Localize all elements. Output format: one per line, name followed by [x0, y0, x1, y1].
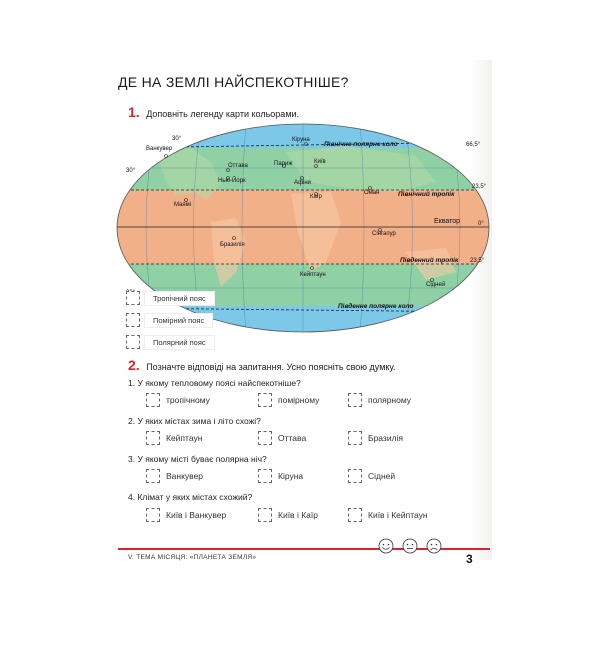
- checkbox[interactable]: [348, 469, 362, 483]
- legend-label: Полярний пояс: [144, 335, 215, 350]
- checkbox[interactable]: [258, 508, 272, 522]
- task-1-text: Доповніть легенду карти кольорами.: [146, 109, 300, 119]
- legend-color-box[interactable]: [126, 335, 140, 349]
- checkbox[interactable]: [348, 431, 362, 445]
- answer-option[interactable]: [348, 393, 411, 407]
- option-label: Ванкувер: [166, 471, 204, 481]
- checkbox[interactable]: [146, 431, 160, 445]
- antarctic-circle-label: Південне полярне коло: [338, 303, 414, 310]
- answer-option[interactable]: [146, 393, 210, 407]
- equator-label: Екватор: [434, 218, 461, 225]
- checkbox[interactable]: [258, 469, 272, 483]
- answer-option[interactable]: [258, 508, 318, 522]
- option-label: Київ і Ванкувер: [166, 510, 227, 520]
- lat-label: 30°: [126, 168, 136, 174]
- task-1-instruction: [128, 104, 299, 120]
- city-kiruna: Кіруна: [292, 137, 310, 143]
- legend-row-temperate: [126, 310, 215, 330]
- arctic-circle-label: Північне полярне коло: [324, 141, 398, 148]
- legend-color-box[interactable]: [126, 313, 140, 327]
- city-new-york: Нью-Йорк: [218, 178, 246, 184]
- answer-option[interactable]: [348, 508, 428, 522]
- degree-label: 66,5°: [466, 142, 481, 148]
- checkbox[interactable]: [258, 393, 272, 407]
- city-miami: Маямі: [174, 202, 192, 208]
- answer-option[interactable]: [258, 393, 319, 407]
- answer-option[interactable]: [146, 469, 203, 483]
- question-3: 3. У якому місті буває полярна ніч?: [128, 454, 267, 464]
- task-2-number: 2.: [128, 357, 140, 373]
- city-paris: Париж: [274, 161, 293, 167]
- legend-label: Помірний пояс: [144, 313, 213, 328]
- option-label: Кіруна: [278, 471, 304, 481]
- legend-label: Тропічний пояс: [144, 291, 215, 306]
- legend-color-box[interactable]: [126, 291, 140, 305]
- checkbox[interactable]: [348, 508, 362, 522]
- answer-option[interactable]: [348, 469, 395, 483]
- question-1: 1. У якому тепловому поясі найспекотніше?: [128, 378, 301, 388]
- neutral-face-icon[interactable]: [402, 538, 418, 554]
- city-athens: Афіни: [294, 180, 312, 186]
- city-singapore: Сінгапур: [372, 231, 396, 237]
- answer-option[interactable]: [348, 431, 403, 445]
- lat-label: 30°: [172, 136, 182, 142]
- task-1-number: 1.: [128, 104, 140, 120]
- city-sydney: Сідней: [426, 282, 446, 288]
- footer-topic: V. ТЕМА МІСЯЦЯ: «ПЛАНЕТА ЗЕМЛЯ»: [128, 554, 257, 561]
- option-label: Київ і Кейптаун: [368, 510, 428, 520]
- map-legend: [126, 288, 215, 354]
- task-2-text: Позначте відповіді на запитання. Усно поясніть свою думку.: [146, 362, 396, 372]
- legend-row-tropical: [126, 288, 215, 308]
- option-label: полярному: [368, 395, 412, 405]
- sad-face-icon[interactable]: [426, 538, 442, 554]
- city-brasilia: Бразилія: [220, 242, 245, 248]
- answer-option[interactable]: [146, 431, 202, 445]
- degree-label: 23,5°: [472, 184, 487, 190]
- option-label: Сідней: [368, 471, 396, 481]
- degree-label: 0°: [478, 221, 484, 227]
- answer-option[interactable]: [146, 508, 226, 522]
- question-2: 2. У яких містах зима і літо схожі?: [128, 416, 261, 426]
- degree-label: 23,5°: [470, 258, 485, 264]
- checkbox[interactable]: [258, 431, 272, 445]
- tropic-of-capricorn-label: Південний тропік: [400, 257, 459, 264]
- option-label: Київ і Каїр: [278, 510, 318, 520]
- option-label: Кейптаун: [166, 433, 203, 443]
- city-cairo: Каїр: [310, 194, 322, 200]
- legend-row-polar: [126, 332, 215, 352]
- option-label: Бразилія: [368, 433, 404, 443]
- option-label: тропічному: [166, 395, 210, 405]
- option-label: Оттава: [278, 433, 307, 443]
- task-2-instruction: [128, 357, 396, 373]
- tropic-of-cancer-label: Північний тропік: [398, 191, 455, 198]
- page-number: 3: [466, 552, 473, 566]
- checkbox[interactable]: [146, 508, 160, 522]
- option-label: помірному: [278, 395, 320, 405]
- page-title: ДЕ НА ЗЕМЛІ НАЙСПЕКОТНІШЕ?: [118, 74, 349, 90]
- checkbox[interactable]: [146, 393, 160, 407]
- answer-option[interactable]: [258, 431, 306, 445]
- city-vancouver: Ванкувер: [146, 146, 173, 152]
- city-oman: Оман: [364, 190, 380, 196]
- city-ottawa: Оттава: [228, 163, 248, 169]
- question-4: 4. Клімат у яких містах схожий?: [128, 492, 253, 502]
- checkbox[interactable]: [348, 393, 362, 407]
- city-cape-town: Кейптаун: [300, 272, 326, 278]
- answer-option[interactable]: [258, 469, 303, 483]
- happy-face-icon[interactable]: [378, 538, 394, 554]
- city-kyiv: Київ: [314, 159, 326, 165]
- checkbox[interactable]: [146, 469, 160, 483]
